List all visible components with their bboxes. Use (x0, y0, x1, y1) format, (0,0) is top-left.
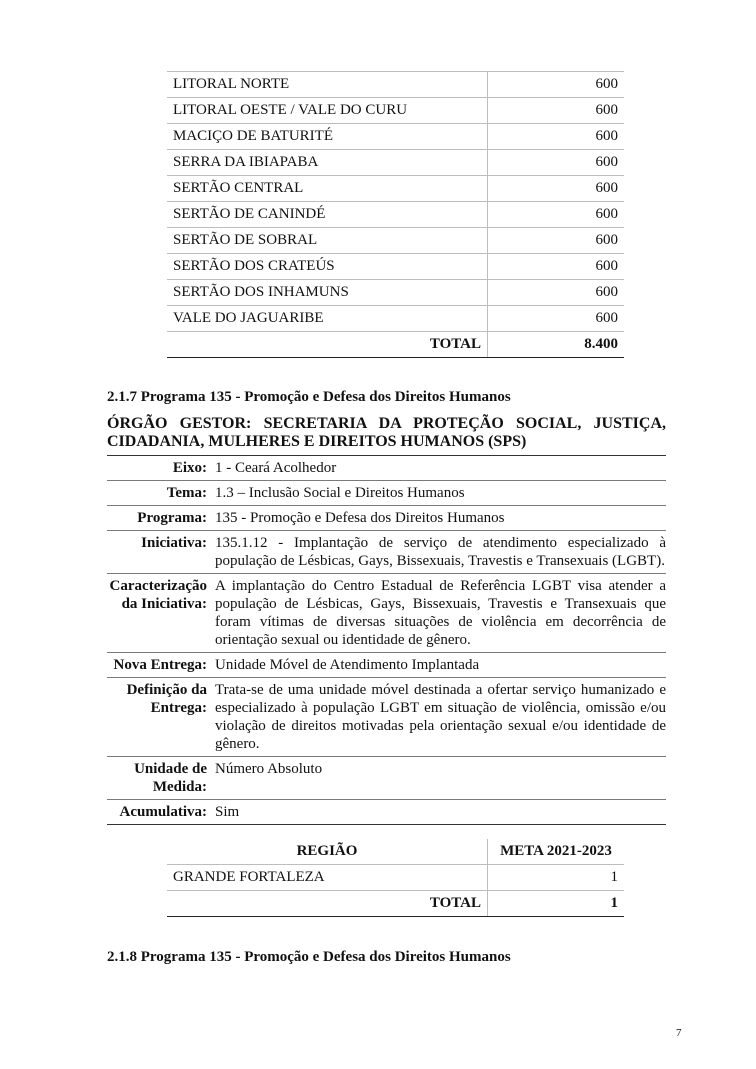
region-name: SERTÃO DE SOBRAL (167, 228, 488, 254)
detail-row-tema (107, 481, 666, 506)
table-row (167, 254, 624, 280)
region-value: 600 (488, 98, 625, 124)
initiative-details-table (107, 455, 666, 825)
total-value: 8.400 (488, 332, 625, 358)
region-name: VALE DO JAGUARIBE (167, 306, 488, 332)
section-heading: 2.1.7 Programa 135 - Promoção e Defesa dos Direitos Humanos (107, 389, 511, 405)
total-row (167, 891, 624, 917)
table-row (167, 124, 624, 150)
header-meta: META 2021-2023 (488, 839, 625, 865)
section-heading: 2.1.8 Programa 135 - Promoção e Defesa dos Direitos Humanos (107, 949, 511, 965)
detail-value: Trata-se de uma unidade móvel destinada a ofertar serviço humanizado e especializado à população LGBT em situação de violência, omissão e/ou violação de direitos motivadas pela orientação sexual e/ou identidade de gênero. (215, 678, 666, 757)
region-value: 600 (488, 202, 625, 228)
region-value: 600 (488, 150, 625, 176)
regions-table-bottom (167, 839, 624, 917)
detail-row-iniciativa (107, 531, 666, 574)
region-value: 600 (488, 176, 625, 202)
detail-label: Acumulativa: (107, 800, 215, 825)
table-row (167, 228, 624, 254)
detail-value: Unidade Móvel de Atendimento Implantada (215, 653, 666, 678)
region-value: 1 (488, 865, 625, 891)
detail-label: Nova Entrega: (107, 653, 215, 678)
region-name: MACIÇO DE BATURITÉ (167, 124, 488, 150)
total-label: TOTAL (167, 891, 488, 917)
detail-value: A implantação do Centro Estadual de Referência LGBT visa atender a população de Lésbicas, Gays, Bissexuais, Travestis e Transexuais que foram vítimas de diversas situações de violência em decorrência de orientação sexual ou identidade de gênero. (215, 574, 666, 653)
header-region: REGIÃO (167, 839, 488, 865)
detail-row-programa (107, 506, 666, 531)
region-name: LITORAL NORTE (167, 72, 488, 98)
total-row (167, 332, 624, 358)
region-name: LITORAL OESTE / VALE DO CURU (167, 98, 488, 124)
page-number: 7 (676, 1027, 682, 1039)
detail-value: 135 - Promoção e Defesa dos Direitos Humanos (215, 506, 666, 531)
table-row (167, 202, 624, 228)
detail-label: Tema: (107, 481, 215, 506)
detail-label: Unidade de Medida: (107, 757, 215, 800)
table-header-row (167, 839, 624, 865)
region-name: SERTÃO DOS CRATEÚS (167, 254, 488, 280)
organ-manager: ÓRGÃO GESTOR: SECRETARIA DA PROTEÇÃO SOCIAL, JUSTIÇA, CIDADANIA, MULHERES E DIREITOS HUMANOS (SPS) (107, 415, 666, 450)
region-value: 600 (488, 124, 625, 150)
region-value: 600 (488, 228, 625, 254)
detail-row-nova-entrega (107, 653, 666, 678)
region-name: SERTÃO DE CANINDÉ (167, 202, 488, 228)
region-name: SERRA DA IBIAPABA (167, 150, 488, 176)
table-row (167, 306, 624, 332)
region-value: 600 (488, 72, 625, 98)
table-row (167, 865, 624, 891)
detail-value: Sim (215, 800, 666, 825)
region-name: GRANDE FORTALEZA (167, 865, 488, 891)
detail-value: 1 - Ceará Acolhedor (215, 456, 666, 481)
detail-value: Número Absoluto (215, 757, 666, 800)
detail-row-unidade (107, 757, 666, 800)
detail-row-eixo (107, 456, 666, 481)
table-row (167, 280, 624, 306)
region-value: 600 (488, 280, 625, 306)
detail-label: Iniciativa: (107, 531, 215, 574)
region-name: SERTÃO DOS INHAMUNS (167, 280, 488, 306)
table-row (167, 72, 624, 98)
detail-label: Programa: (107, 506, 215, 531)
region-value: 600 (488, 254, 625, 280)
table-row (167, 176, 624, 202)
regions-table-top (167, 71, 624, 358)
detail-row-definicao (107, 678, 666, 757)
detail-row-caracterizacao (107, 574, 666, 653)
total-value: 1 (488, 891, 625, 917)
detail-row-acumulativa (107, 800, 666, 825)
detail-label: Eixo: (107, 456, 215, 481)
region-name: SERTÃO CENTRAL (167, 176, 488, 202)
total-label: TOTAL (167, 332, 488, 358)
detail-value: 1.3 – Inclusão Social e Direitos Humanos (215, 481, 666, 506)
region-value: 600 (488, 306, 625, 332)
table-row (167, 98, 624, 124)
detail-label: Caracterização da Iniciativa: (107, 574, 215, 653)
detail-value: 135.1.12 - Implantação de serviço de atendimento especializado à população de Lésbicas, Gays, Bissexuais, Travestis e Transexuais (LGBT). (215, 531, 666, 574)
detail-label: Definição da Entrega: (107, 678, 215, 757)
table-row (167, 150, 624, 176)
